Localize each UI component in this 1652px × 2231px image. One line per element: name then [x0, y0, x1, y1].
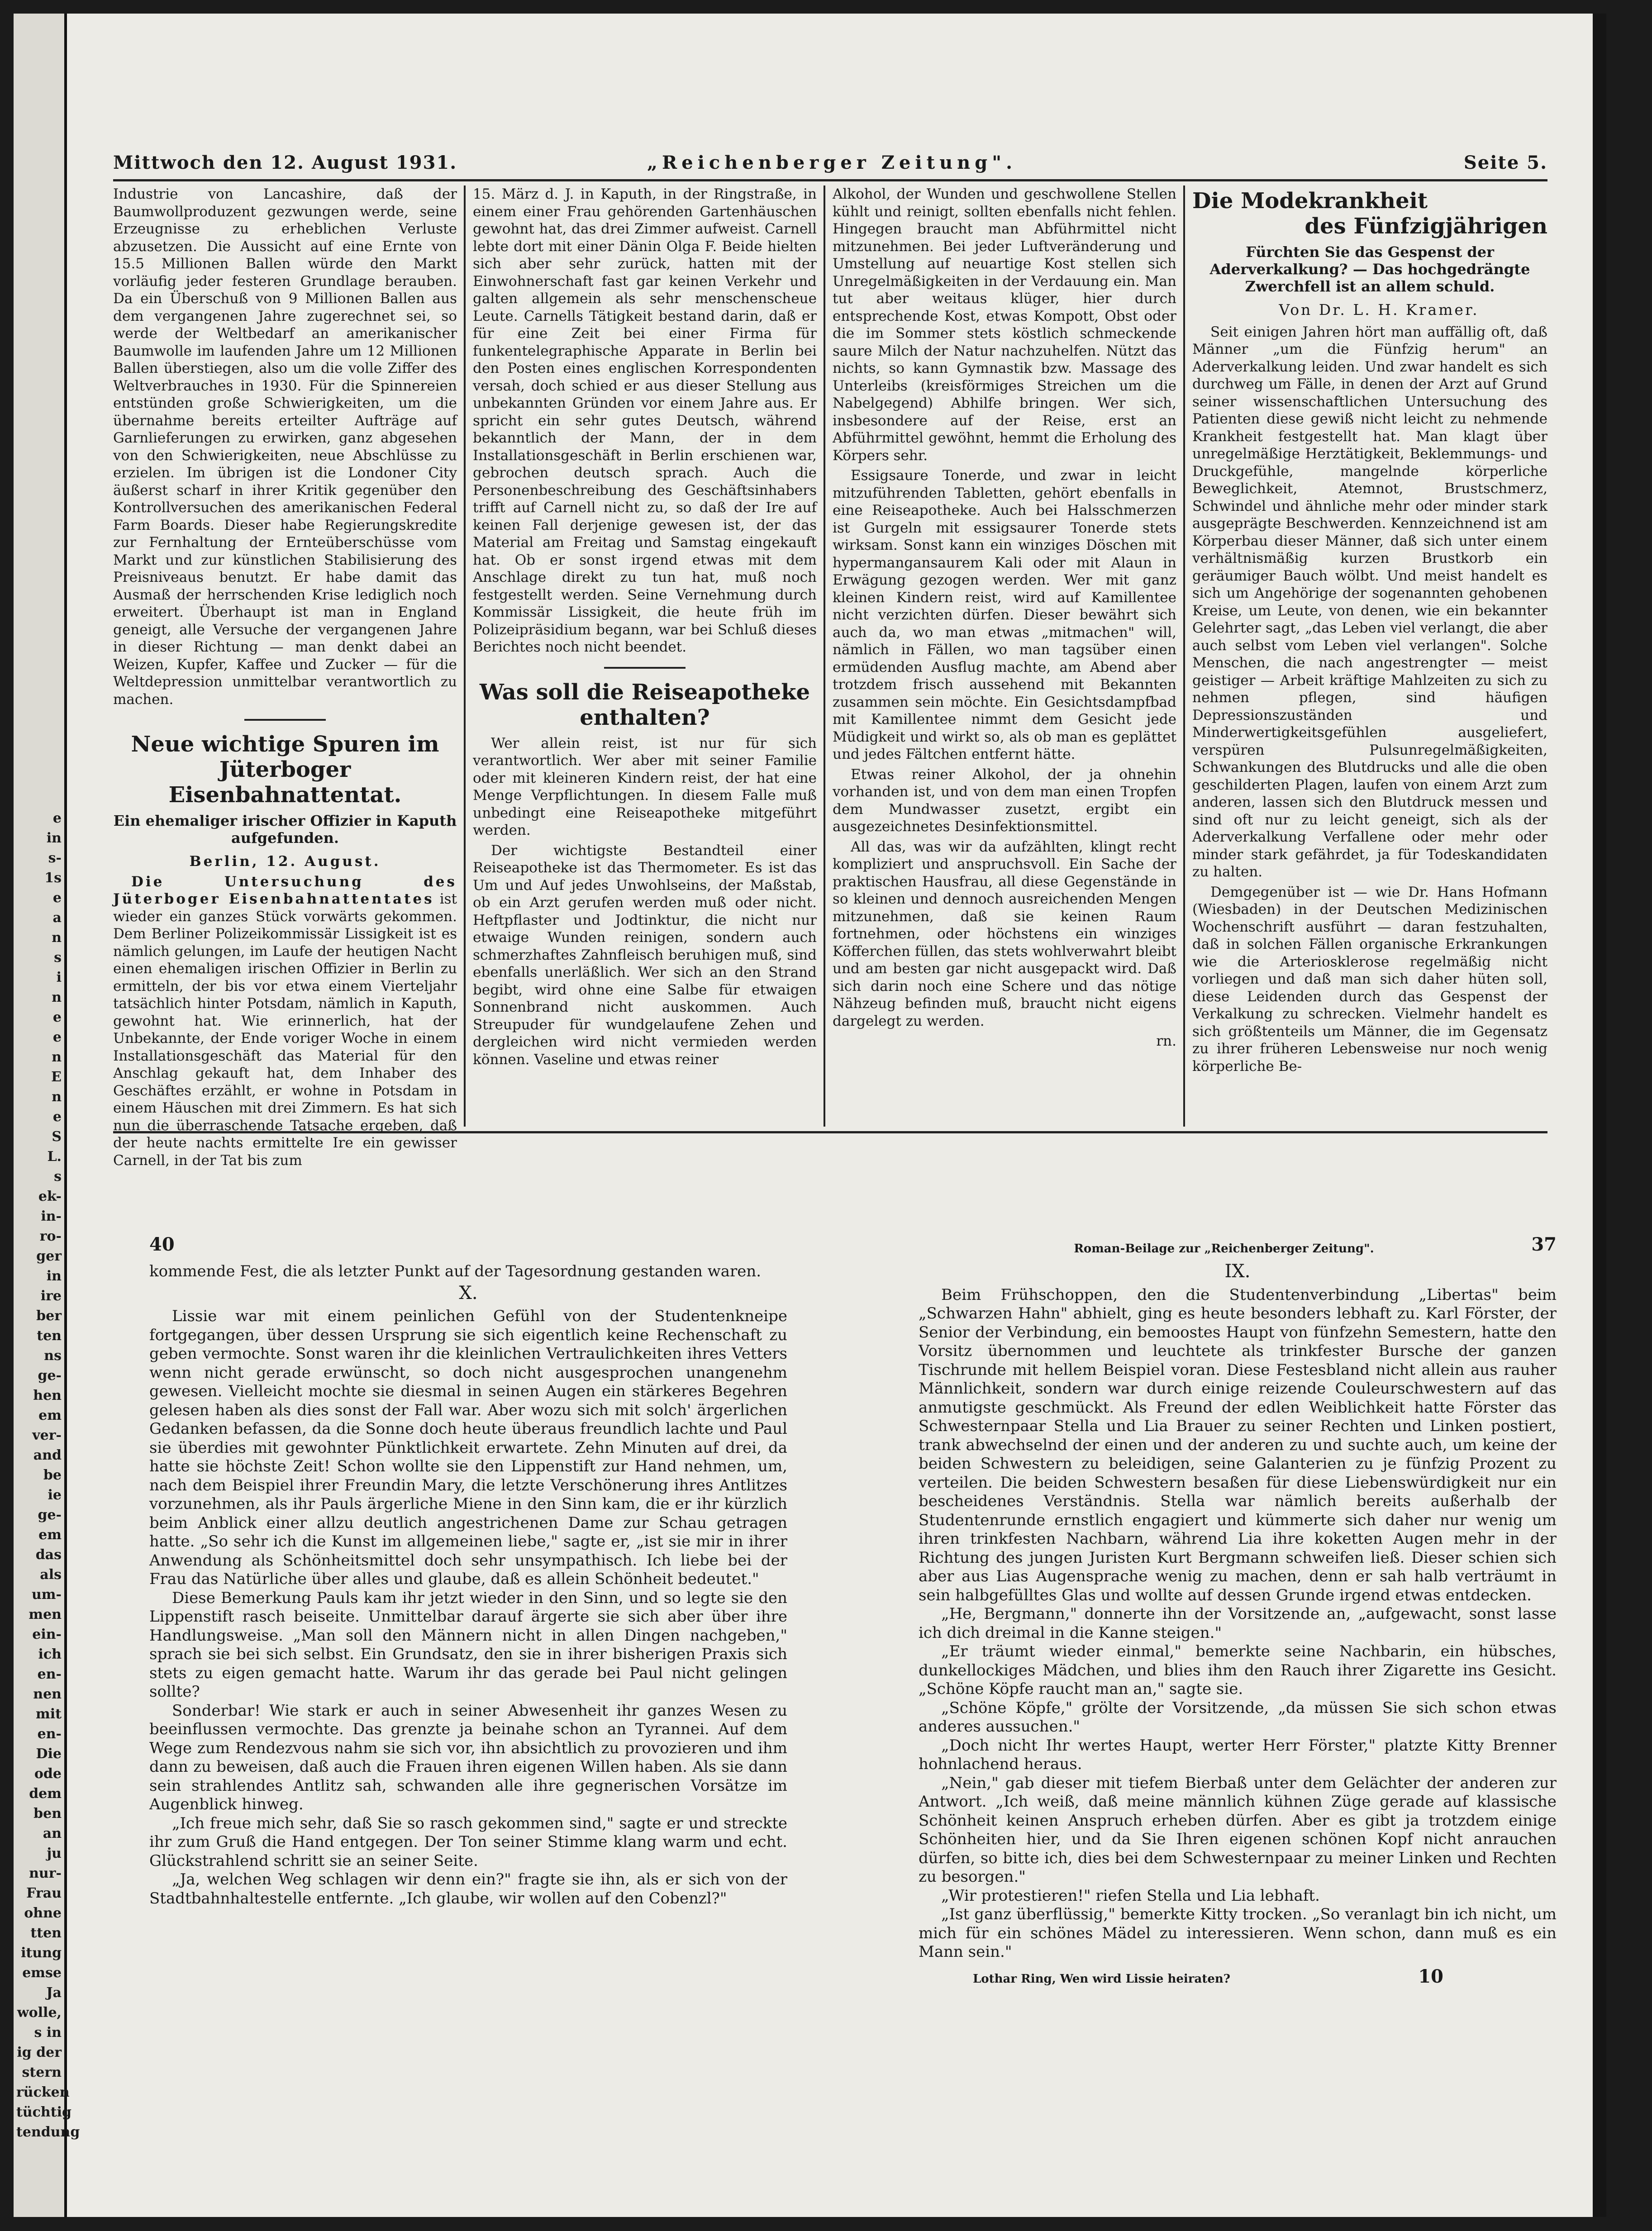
margin-fragment: ben: [33, 1806, 62, 1822]
novel-text: „He, Bergmann," donnerte ihn der Vorsitzende an, „aufgewacht, sonst lasse ich dich dreimal in die Kanne steigen.": [919, 1605, 1557, 1642]
novel-text: Diese Bemerkung Pauls kam ihr jetzt wieder in den Sinn, und so legte sie den Lippenstift rasch beiseite. Unmittelbar darauf ärgerte sie sich aber über ihre Handlungsweise. „Man soll den Männern nicht in allen Dingen nachgeben," sprach sie bei sich selbst. Ein Grundsatz, den sie in ihrer bisherigen Praxis sich stets zu eigen gemacht hatte. Warum ihr das gerade bei Paul nicht gelingen sollte?: [149, 1589, 787, 1701]
margin-fragment: ber: [36, 1308, 62, 1324]
margin-fragment: 1s: [44, 870, 62, 886]
article-text: Industrie von Lancashire, daß der Baumwollproduzent gezwungen werde, seine Erzeugnisse zu erheblichen Verluste abzusetzen. Die Aussicht auf eine Ernte von 15.5 Millionen Ballen würde den Markt vorläufig jeder festeren Grundlage berauben. Da ein Überschuß von 9 Millionen Ballen aus dem vergangenen Jahre zugerechnet sei, so werde der Weltbedarf an amerikanischer Baumwolle im laufenden Jahre um 12 Millionen Ballen überstiegen, also um die volle Ziffer des Weltverbrauches in 1930. Für die Spinnereien entstünden große Schwierigkeiten, um die übernahme bereits erteilter Aufträge auf Garnlieferungen zu erwirken, ganz abgesehen von den Schwierigkeiten, neue Abschlüsse zu erzielen. Im übrigen ist die Londoner City äußerst scharf in ihrer Kritik gegenüber den Kontrollversuchen des amerikanischen Federal Farm Boards. Dieser habe Regierungskredite zur Fernhaltung der Ernteüberschüsse vom Markt und zur künstlichen Stabilisierung des Preisniveaus benutzt. Er habe damit das Ausmaß der herrschenden Krise lediglich noch erweitert. Überhaupt ist man in England geneigt, alle Versuche der vergangenen Jahre in dieser Richtung — man denkt dabei an Weizen, Kupfer, Kaffee und Zucker — für die Weltdepression unmittelbar verantwortlich zu machen.: [113, 186, 457, 708]
margin-fragment: ver-: [32, 1427, 62, 1443]
margin-fragment: in: [46, 1268, 62, 1284]
margin-fragment: emse: [22, 1965, 62, 1981]
article-text: Der wichtigste Bestandteil einer Reiseapotheke ist das Thermometer. Es ist das Um und Auf jedes Unwohlseins, der Maßstab, ob ein Arzt gerufen werden muß oder nicht. Heftpflaster und Jodtinktur, die nicht nur etwaige Wunden reinigen, sondern auch schmerzhaftes Zahnfleisch beruhigen muß, sind ebenfalls unerläßlich. Wer sich an den Strand begibt, wird ohne eine Salbe für etwaigen Sonnenbrand nicht auskommen. Auch Streupuder für wundgelaufene Zehen und dergleichen wird nicht vermieden werden können. Vaseline und etwas reiner: [473, 842, 817, 1068]
margin-fragment: s-: [48, 850, 62, 866]
margin-fragment: stern: [22, 2065, 62, 2080]
novel-text: „Ja, welchen Weg schlagen wir denn ein?" fragte sie ihn, als er sich von der Stadtbahnhaltestelle entfernte. „Ich glaube, wir wollen auf den Cobenzl?": [149, 1870, 787, 1908]
margin-fragment: Ja: [46, 1985, 62, 2001]
dateline: Berlin, 12. August.: [189, 853, 381, 870]
newspaper-columns: [113, 186, 1547, 1169]
article-text: Essigsaure Tonerde, und zwar in leicht mitzuführenden Tabletten, gehört ebenfalls in eine Reiseapotheke. Auch bei Halsschmerzen ist Gurgeln mit essigsaurer Tonerde stets wirksam. Sonst kann ein winziges Döschen mit hypermangansaurem Kali oder mit Alaun in Erwägung gezogen werden. Wer mit ganz kleinen Kindern reist, wird auf Kamillentee nicht verzichten dürfen. Dieser bewährt sich auch da, wo man etwas „mitmachen" will, nämlich in Fällen, wo man tagsüber einen ermüdenden Ausflug machte, am Abend aber trotzdem frisch aussehend mit Bekannten zusammen sein möchte. Ein Gesichtsdampfbad mit Kamillentee nimmt dem Gesicht jede Müdigkeit und wirkt so, als ob man es geplättet und jedes Fältchen entfernt hätte.: [833, 467, 1176, 762]
margin-fragment: i: [56, 970, 62, 985]
margin-fragment: an: [43, 1826, 62, 1841]
margin-fragment: em: [38, 1408, 62, 1423]
margin-fragment: s in: [34, 2025, 62, 2041]
margin-fragment: nen: [33, 1686, 62, 1702]
margin-fragment: e: [52, 1109, 62, 1125]
margin-fragment: be: [43, 1467, 62, 1483]
supplement-title: Roman-Beilage zur „Reichenberger Zeitung".: [1074, 1242, 1374, 1256]
margin-fragment: ge-: [38, 1368, 62, 1384]
margin-fragment: wolle,: [17, 2005, 62, 2021]
margin-fragment: ns: [44, 1348, 62, 1364]
margin-fragment: ohne: [24, 1905, 62, 1921]
margin-fragment: en-: [37, 1666, 62, 1682]
adjacent-page-margin: [14, 14, 80, 2217]
margin-fragment: S: [52, 1129, 62, 1145]
sheet-number: 10: [1418, 1965, 1443, 1987]
header-page-number: Seite 5.: [1463, 152, 1547, 173]
page-number: 37: [1531, 1234, 1557, 1255]
margin-fragment: s: [54, 1169, 62, 1184]
novel-page-right: [919, 1235, 1557, 2163]
margin-fragment: e: [52, 1009, 62, 1025]
novel-text: Beim Frühschoppen, den die Studentenverbindung „Libertas" beim „Schwarzen Hahn" abhielt, ging es heute besonders lebhaft zu. Karl Förster, der Senior der Verbindung, ein bemoostes Haupt von fünfzehn Semestern, hatte den Vorsitz übernommen und leuchtete als trinkfester Bursche der ganzen Tischrunde mit hellem Beispiel voran. Diese Festesbland nicht allein aus rauher Männlichkeit, sondern war durch einige reizende Couleurschwestern auf das anmutigste geschmückt. Als Freund der edlen Weiblichkeit hatte Förster das Schwesternpaar Stella und Lia Brauer zu seiner Rechten und Linken postiert, trank abwechselnd der einen und der anderen zu und suchte auch, um keine der beiden Schwestern zu beleidigen, seine Galanterien zu je fünfzig Prozent zu verteilen. Die beiden Schwestern besaßen für diese Liebenswürdigkeit nur ein bescheidenes Verständnis. Stella war nämlich bereits außerhalb der Studentenrunde ernstlich engagiert und kümmerte sich daher nur wenig um ihren trinkfesten Nachbarn, während Lia ihre koketten Augen mehr in der Richtung des jungen Juristen Kurt Bergmann schweifen ließ. Dieser schien sich aber aus Lias Augensprache wenig zu machen, denn er sah halb verträumt in sein halbgefülltes Glas und wollte auf dessen Grunde irgend etwas entdecken.: [919, 1285, 1557, 1604]
novel-page-header: [149, 1235, 787, 1258]
margin-fragment: mit: [36, 1706, 62, 1722]
novel-title-signature: Lothar Ring, Wen wird Lissie heiraten?: [973, 1972, 1231, 1986]
margin-fragment: and: [33, 1447, 62, 1463]
margin-fragment: Frau: [26, 1885, 62, 1901]
column-2: [473, 186, 817, 1127]
column-rule: [1183, 186, 1185, 1127]
margin-fragment: das: [35, 1547, 62, 1563]
margin-fragment: n: [52, 1049, 62, 1065]
novel-text: „Ist ganz überflüssig," bemerkte Kitty trocken. „So veranlagt bin ich nicht, um mich für ein schönes Mädel zu interessieren. Wenn schon, dann muß es ein Mann sein.": [919, 1905, 1557, 1961]
novel-text: Lissie war mit einem peinlichen Gefühl von der Studentenkneipe fortgegangen, über dessen Ursprung sie sich eigentlich keine Rechenschaft zu geben vermochte. Sonst waren ihr die kleinlichen Vertraulichkeiten ihres Vetters wenn nicht gerade erwünscht, so doch nicht ausgesprochen unangenehm gewesen. Vielleicht mochte sie diesmal in seinen Augen ein stärkeres Begehren gelesen haben als dies sonst der Fall war. Aber wozu sich mit solch' ärgerlichen Gedanken befassen, da die Sonne doch heute überaus freundlich lachte und Paul sie überdies mit gewohnter Pünktlichkeit erwartete. Zehn Minuten auf drei, da hatte sie höchste Zeit! Schon wollte sie den Lippenstift zur Hand nehmen, um, nach dem Beispiel ihrer Freundin Mary, die letzte Verschönerung ihres Antlitzes vorzunehmen, als ihr Pauls ärgerliche Miene in den Sinn kam, die er ihr kürzlich beim Anblick einer allzu deutlich angestrichenen Dame zur Schau getragen hatte. „So sehr ich die Kunst im allgemeinen liebe," sagte er, „ist sie mir in ihrer Anwendung als Schönheitsmittel doch sehr unsympathisch. Ich liebe bei der Frau das Natürliche über alles und glaube, daß es allein Schönheit bedeutet.": [149, 1307, 787, 1588]
header-date: Mittwoch den 12. August 1931.: [113, 152, 457, 173]
margin-fragment: Die: [36, 1746, 62, 1762]
novel-text: „Doch nicht Ihr wertes Haupt, werter Herr Förster," platzte Kitty Brenner hohnlachend heraus.: [919, 1736, 1557, 1773]
article-text: Alkohol, der Wunden und geschwollene Stellen kühlt und reinigt, sollten ebenfalls nicht fehlen. Hingegen braucht man Abführmittel nicht mitzunehmen. Bei jeder Luftveränderung und Umstellung auf neuartige Kost stellen sich Unregelmäßigkeiten in der Verdauung ein. Man tut aber weitaus klüger, hier durch entsprechende Kost, etwas Kompott, Obst oder die im Sommer stets köstlich schmeckende saure Milch der Natur nachzuhelfen. Nützt das nichts, so kann Gymnastik bzw. Massage des Unterleibs (kreisförmiges Streichen um die Nabelgegend) Abhilfe bringen. Wer sich, insbesondere auf der Reise, erst an Abführmittel gewöhnt, hemmt die Erholung des Körpers sehr.: [833, 186, 1176, 464]
newspaper-header: [113, 152, 1547, 181]
margin-fragment: itung: [21, 1945, 62, 1961]
margin-fragment: ie: [48, 1487, 62, 1503]
margin-fragment: nur-: [29, 1865, 62, 1881]
scan-edge: [1593, 14, 1606, 2217]
article-headline: Was soll die Reiseapotheke enthalten?: [479, 679, 810, 730]
article-headline: Die Modekrankheit: [1192, 188, 1428, 214]
margin-fragment: ro-: [39, 1228, 62, 1244]
author-signature: rn.: [1156, 1033, 1176, 1049]
byline: Von Dr. L. H. Kramer.: [1279, 301, 1479, 319]
margin-fragment: n: [52, 989, 62, 1005]
margin-fragment: a: [52, 910, 62, 926]
column-rule: [824, 186, 825, 1127]
novel-text: „Schöne Köpfe," grölte der Vorsitzende, „da müssen Sie sich schon etwas anderes aussuchen.": [919, 1698, 1557, 1736]
article-lead: Die Untersuchung des Jüterboger Eisenbahnattentates: [113, 873, 457, 907]
margin-fragment: als: [40, 1567, 62, 1583]
novel-text: „Nein," gab dieser mit tiefem Bierbaß unter dem Gelächter der anderen zur Antwort. „Ich weiß, daß meine männlich kühnen Züge gerade auf klassische Schönheit keinen Anspruch erheben dürfen. Aber es gibt ja trotzdem einige Schönheiten hier, und da Sie Ihren eigenen schönen Kopf nicht anrauchen dürfen, so bitte ich, dies bei dem Schwesternpaar zu meiner Linken und Rechten zu besorgen.": [919, 1774, 1557, 1886]
article-text: Seit einigen Jahren hört man auffällig oft, daß Männer „um die Fünfzig herum" an Aderverkalkung leiden. Und zwar handelt es sich durchweg um Fälle, in denen der Arzt auf Grund seiner wissenschaftlichen Untersuchung des Patienten diese gewiß nicht leicht zu nehmende Krankheit festgestellt hat. Man klagt über unregelmäßige Herztätigkeit, Beklemmungs- und Druckgefühle, mangelnde körperliche Beweglichkeit, Atemnot, Brustschmerz, Schwindel und ähnliche mehr oder minder stark ausgeprägte Beschwerden. Kennzeichnend ist am Körperbau dieser Männer, daß sich unter einem verhältnismäßig kurzen Brustkorb ein geräumiger Bauch wölbt. Und meist handelt es sich um Angehörige der sogenannten gehobenen Kreise, um Leute, von denen, wie ein bekannter Gelehrter sagt, „das Leben viel verlangt, die aber auch selbst vom Leben viel verlangen". Solche Menschen, die nach angestrengter — meist geistiger — Arbeit kräftige Mahlzeiten zu sich zu nehmen pflegen, sind häufigen Depressionszuständen und Minderwertigkeitsgefühlen ausgeliefert, verspüren Pulsunregelmäßigkeiten, Schwankungen des Blutdrucks und alle die oben geschilderten Plagen, laufen von einem Arzt zum anderen, lassen sich den Blutdruck messen und sind oft nur zu leicht geneigt, sich als der Aderverkalkung Verfallene oder mehr oder minder stark gefährdet, ja für Todeskandidaten zu halten.: [1192, 323, 1547, 880]
margin-fragment: s: [54, 950, 62, 966]
margin-fragment: ire: [40, 1288, 62, 1304]
article-text-rest: ist wieder ein ganzes Stück vorwärts gekommen. Dem Berliner Polizeikommissär Lissigkeit ist es nämlich gelungen, im Laufe der heutigen Nacht einen ehemaligen irischen Offizier in Berlin zu ermitteln, der bis vor etwa einem Vierteljahr tatsächlich hinter Potsdam, nämlich in Kaputh, gewohnt hat. Wie erinnerlich, hat der Unbekannte, der Ende voriger Woche in einem Installationsgeschäft das Material für den Anschlag gekauft hat, dem Inhaber des Geschäftes erzählt, er wohne in Potsdam in einem Häuschen mit drei Zimmern. Es hat sich nun die überraschende Tatsache ergeben, daß der heute nachts ermittelte Ire ein gewisser Carnell, in der Tat bis zum: [113, 891, 457, 1169]
margin-fragment: ger: [36, 1248, 62, 1264]
margin-fragment: ich: [38, 1646, 62, 1662]
divider: [244, 719, 326, 721]
margin-fragment: rücken: [16, 2084, 70, 2100]
margin-fragment: tten: [30, 1925, 62, 1941]
article-text: 15. März d. J. in Kaputh, in der Ringstraße, in einem einer Frau gehörenden Gartenhäuschen gewohnt hat, das drei Zimmer aufweist. Carnell lebte dort mit einer Dänin Olga F. Beide hielten sich aber sehr zurück, hatten mit der Einwohnerschaft fast gar keinen Verkehr und galten allgemein als sehr menschenscheue Leute. Carnells Tätigkeit bestand darin, daß er für eine Zeit bei einer Firma für funkentelegraphische Apparate in Berlin bei den Posten eines englischen Korrespondenten versah, doch schied er aus dieser Stellung aus unbekannten Gründen vor einem Jahre aus. Er spricht ein sehr gutes Deutsch, während bekanntlich der Mann, der in dem Installationsgeschäft in Berlin erschienen war, gebrochen deutsch sprach. Auch die Personenbeschreibung des Geschäftsinhabers trifft auf Carnell nicht zu, so daß der Ire auf keinen Fall derjenige gewesen ist, der das Material am Freitag und Samstag eingekauft hat. Ob er sonst irgend etwas mit dem Anschlage direkt zu tun hat, muß noch festgestellt werden. Seine Vernehmung durch Kommissär Lissigkeit, die heute früh im Polizeipräsidium begann, war bei Schluß dieses Berichtes noch nicht beendet.: [473, 186, 817, 655]
novel-text: „Ich freue mich sehr, daß Sie so rasch gekommen sind," sagte er und streckte ihr zum Gruß die Hand entgegen. Der Ton seiner Stimme klang warm und echt. Glückstrahlend schritt sie an seiner Seite.: [149, 1814, 787, 1870]
margin-fragment: ode: [34, 1766, 62, 1782]
margin-fragment: en-: [37, 1726, 62, 1742]
article-headline: Neue wichtige Spuren im Jüterboger Eisenbahnattentat.: [131, 732, 439, 808]
margin-fragment: ju: [47, 1846, 62, 1861]
margin-fragment: men: [29, 1607, 62, 1622]
column-4: [1192, 186, 1547, 1127]
margin-fragment: in: [46, 830, 62, 846]
divider: [604, 667, 686, 669]
margin-fragment: em: [38, 1527, 62, 1543]
column-rule: [464, 186, 466, 1127]
margin-fragment: tüchtig: [16, 2104, 71, 2120]
article-text: [113, 873, 457, 1170]
margin-fragment: n: [52, 1089, 62, 1105]
article-subheadline: Ein ehemaliger irischer Offizier in Kaputh aufgefunden.: [113, 812, 457, 847]
novel-text: Sonderbar! Wie stark er auch in seiner Abwesenheit ihr ganzes Wesen zu beeinflussen vermochte. Das grenzte ja beinahe schon an Tyrannei. Auf dem Wege zum Rendezvous nahm sie sich vor, ihn absichtlich zu provozieren und ihm dann zu beweisen, daß auch die Frauen ihren eigenen Willen haben. Als sie dann sein strahlendes Antlitz sah, schwanden alle ihre gegnerischen Vorsätze im Augenblick hinweg.: [149, 1701, 787, 1813]
article-text: Etwas reiner Alkohol, der ja ohnehin vorhanden ist, und von dem man einen Tropfen dem Mundwasser zusetzt, ergibt ein ausgezeichnetes Desinfektionsmittel.: [833, 766, 1176, 835]
novel-page-header: [919, 1235, 1557, 1258]
novel-text: „Wir protestieren!" riefen Stella und Lia lebhaft.: [941, 1886, 1320, 1905]
margin-fragment: L.: [47, 1149, 62, 1165]
novel-text: „Er träumt wieder einmal," bemerkte seine Nachbarin, ein hübsches, dunkellockiges Mädchen, und blies ihm den Rauch ihrer Zigarette ins Gesicht. „Schöne Köpfe raucht man an," sagte sie.: [919, 1642, 1557, 1698]
margin-fragment: ig der: [17, 2045, 62, 2060]
margin-fragment: ten: [37, 1328, 62, 1344]
margin-fragment: ein-: [32, 1627, 62, 1642]
scanned-page: [14, 14, 1606, 2217]
article-subheadline: Fürchten Sie das Gespenst der Aderverkalkung? — Das hochgedrängte Zwerchfell ist an allem schuld.: [1209, 243, 1530, 295]
margin-fragment: dem: [29, 1786, 62, 1802]
chapter-number: X.: [459, 1282, 478, 1303]
margin-fragment: e: [52, 1029, 62, 1045]
margin-fragment: tendung: [16, 2124, 80, 2140]
article-text: Demgegenüber ist — wie Dr. Hans Hofmann (Wiesbaden) in der Deutschen Medizinischen Wochenschrift ausführt — daran festzuhalten, daß in solchen Fällen organische Erkrankungen wie die Arteriosklerose regelmäßig nicht vorliegen und daß man sich daher hüten soll, diese Leidenden durch das Gespenst der Verkalkung zu schrecken. Vielmehr handelt es sich größtenteils um Männer, die im Gegensatz zu ihrer früheren Lebensweise nur noch wenig körperliche Be-: [1192, 884, 1547, 1075]
margin-fragment: e: [52, 810, 62, 826]
margin-fragment: hen: [33, 1388, 62, 1403]
margin-fragment: n: [52, 930, 62, 946]
novel-text: kommende Fest, die als letzter Punkt auf der Tagesordnung gestanden waren.: [149, 1262, 762, 1280]
margin-fragment: ek-: [38, 1189, 62, 1204]
margin-fragment: e: [52, 890, 62, 906]
article-headline-line2: des Fünfzigjährigen: [1304, 214, 1547, 239]
page-number: 40: [149, 1234, 175, 1255]
margin-fragment: ge-: [38, 1507, 62, 1523]
margin-fragment: in-: [41, 1208, 62, 1224]
chapter-number: IX.: [1224, 1261, 1251, 1282]
novel-page-left: [149, 1235, 787, 2163]
header-paper-name: „Reichenberger Zeitung".: [647, 152, 1017, 173]
article-text: All das, was wir da aufzählten, klingt recht kompliziert und anspruchsvoll. Ein Sache der praktischen Hausfrau, all diese Gegenstände in so kleinen und dennoch ausreichenden Mengen mitzunehmen, daß sie keinen Raum fortnehmen, oder höchstens ein winziges Köfferchen füllen, das stets wohlverwahrt bleibt und am besten gar nicht ausgepackt wird. Daß sich darin noch eine Schere und das nötige Nähzeug befinden muß, braucht nicht eigens dargelegt zu werden.: [833, 838, 1176, 1029]
article-text: Wer allein reist, ist nur für sich verantwortlich. Wer aber mit seiner Familie oder mit kleineren Kindern reist, der hat eine Menge Verpflichtungen. In diesem Falle muß unbedingt eine Reiseapotheke mitgeführt werden.: [473, 735, 817, 838]
margin-fragment: E: [51, 1069, 62, 1085]
column-1: [113, 186, 457, 1169]
column-3: [833, 186, 1176, 1127]
novel-footer: [919, 1967, 1557, 1987]
margin-fragment: um-: [31, 1587, 62, 1603]
